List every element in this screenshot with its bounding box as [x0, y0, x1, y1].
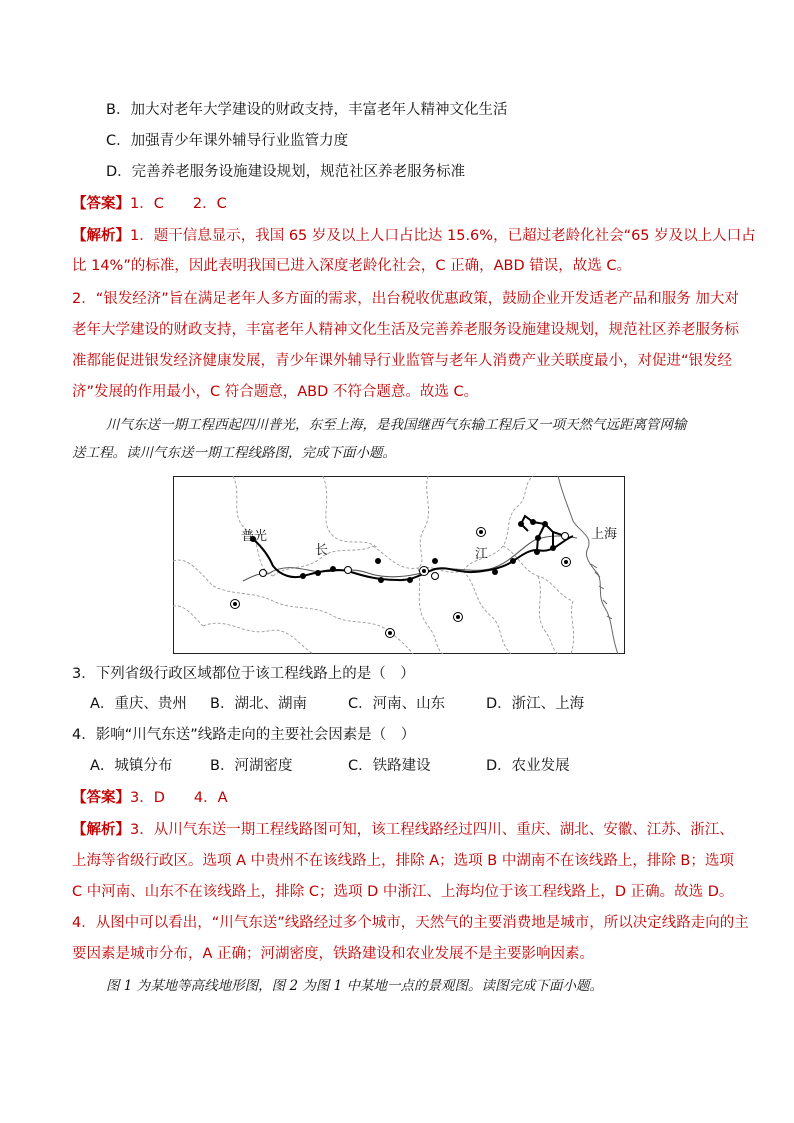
option-d: D．完善养老服务设施建设规划，规范社区养老服务标准: [106, 164, 466, 180]
node-dot: [530, 519, 536, 525]
city-open-circle: [260, 570, 267, 577]
analysis-line: C 中河南、山东不在该线路上，排除 C；选项 D 中浙江、上海均位于该工程线路上，D 正确。故选 D。: [72, 884, 734, 900]
q3-option-b: B．湖北、湖南: [210, 696, 307, 712]
label-puguang: 普光: [241, 529, 268, 544]
analysis-line: 老年大学建设的财政支持，丰富老年人精神文化生活及完善养老服务设施建设规划，规范社区养老服务标: [72, 322, 739, 338]
q4-option-d: D．农业发展: [486, 758, 570, 774]
city-open-circle: [562, 533, 569, 540]
answer-text: 3．D 4．A: [130, 790, 228, 806]
node-dot: [378, 577, 384, 583]
node-dot: [518, 521, 524, 527]
question-3-stem: 3．下列省级行政区域都位于该工程线路上的是（ ）: [72, 666, 415, 682]
q4-option-b: B．河湖密度: [210, 758, 293, 774]
q3-option-c: C．河南、山东: [348, 696, 446, 712]
answer-tag: 【答案】: [72, 790, 130, 806]
city-open-circle: [345, 567, 352, 574]
analysis-tag: 【解析】: [72, 822, 130, 838]
node-dot: [510, 558, 516, 564]
node-dot: [407, 577, 413, 583]
label-jiang: 江: [475, 547, 489, 562]
node-dot: [535, 535, 541, 541]
analysis-block-2: [72, 820, 734, 840]
analysis-line: 3．从川气东送一期工程线路图可知，该工程线路经过四川、重庆、湖北、安徽、江苏、浙江、: [130, 822, 734, 838]
passage-line: 送工程。读川气东送一期工程线路图，完成下面小题。: [72, 445, 396, 461]
analysis-line: 1．题干信息显示，我国 65 岁及以上人口占比达 15.6%，已超过老龄化社会“65 岁及以上人口占: [130, 228, 756, 244]
city-open-circle: [432, 573, 439, 580]
q3-option-a: A．重庆、贵州: [90, 696, 187, 712]
answer-block-1: [72, 194, 227, 214]
analysis-line: 要因素是城市分布，A 正确；河湖密度，铁路建设和农业发展不是主要影响因素。: [72, 946, 595, 962]
node-dot: [534, 549, 540, 555]
label-shanghai: 上海: [591, 527, 618, 542]
node-dot: [542, 521, 548, 527]
option-c: C．加强青少年课外辅导行业监管力度: [106, 133, 349, 149]
pipeline-route-map: [173, 476, 625, 654]
node-dot: [315, 570, 321, 576]
q4-option-a: A．城镇分布: [90, 758, 173, 774]
node-dot: [375, 558, 381, 564]
analysis-line: 济”发展的作用最小，C 符合题意，ABD 不符合题意。故选 C。: [72, 384, 479, 400]
node-dot: [330, 566, 336, 572]
answer-tag: 【答案】: [72, 196, 130, 212]
answer-block-2: [72, 788, 228, 808]
q4-option-c: C．铁路建设: [348, 758, 431, 774]
answer-text: 1．C 2．C: [130, 196, 227, 212]
analysis-block-1: [72, 226, 756, 246]
analysis-line: 准都能促进银发经济健康发展，青少年课外辅导行业监管与老年人消费产业关联度最小，对促进“银发经: [72, 353, 733, 369]
option-b: B．加大对老年大学建设的财政支持，丰富老年人精神文化生活: [106, 102, 508, 118]
label-chang: 长: [315, 543, 329, 558]
passage-line: 图 1 为某地等高线地形图，图 2 为图 1 中某地一点的景观图。读图完成下面小题。: [106, 978, 604, 994]
analysis-line: 上海等省级行政区。选项 A 中贵州不在该线路上，排除 A；选项 B 中湖南不在该线路上，排除 B；选项: [72, 853, 734, 869]
node-dot: [432, 558, 438, 564]
analysis-tag: 【解析】: [72, 228, 130, 244]
q3-option-d: D．浙江、上海: [486, 696, 585, 712]
node-dot: [550, 545, 556, 551]
node-dot: [492, 569, 498, 575]
analysis-line: 2．“银发经济”旨在满足老年人多方面的需求，出台税收优惠政策，鼓励企业开发适老产品和服务 加大对: [72, 291, 739, 307]
question-4-stem: 4．影响“川气东送”线路走向的主要社会因素是（ ）: [72, 727, 416, 743]
analysis-line: 比 14%”的标准，因此表明我国已进入深度老龄化社会，C 正确，ABD 错误，故选 C。: [72, 258, 631, 274]
passage-line: 川气东送一期工程西起四川普光，东至上海，是我国继西气东输工程后又一项天然气远距离管网输: [106, 417, 687, 433]
node-dot: [300, 573, 306, 579]
analysis-line: 4．从图中可以看出，“川气东送”线路经过多个城市，天然气的主要消费地是城市，所以决定线路走向的主: [72, 915, 749, 931]
